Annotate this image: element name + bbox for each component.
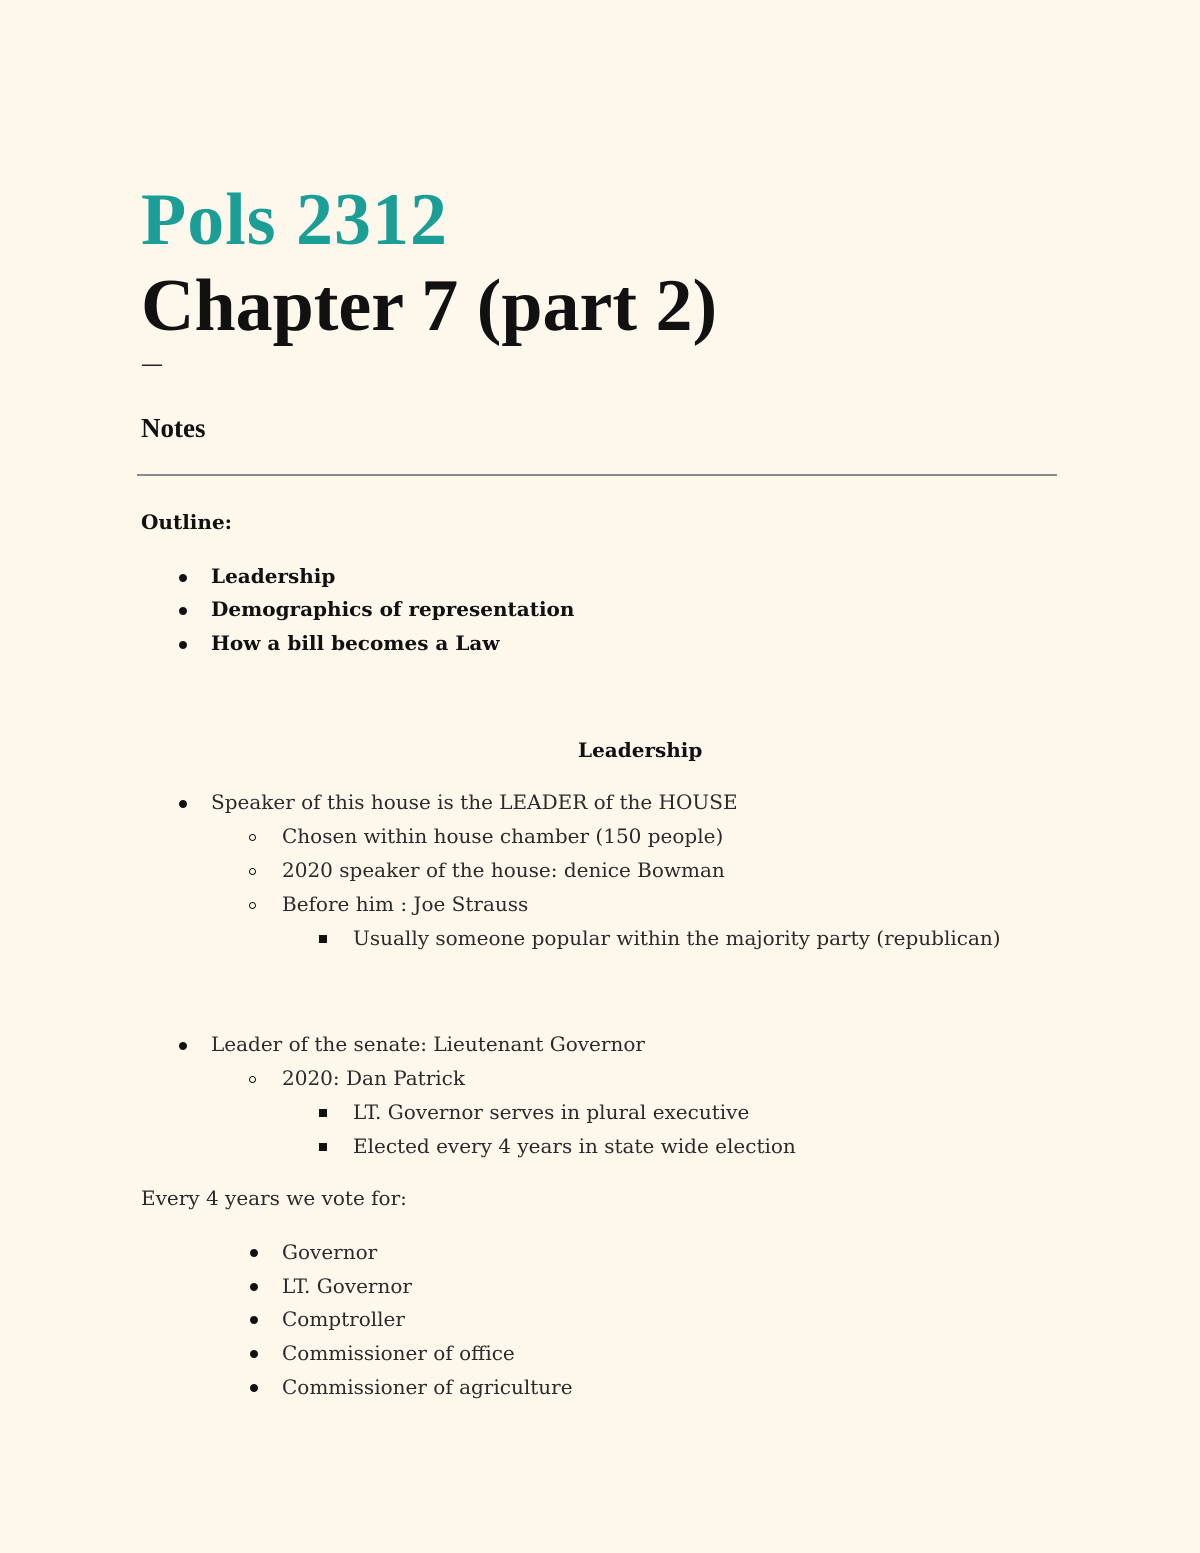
bullet-disc-icon bbox=[179, 574, 187, 582]
bullet-circle-icon bbox=[249, 834, 256, 841]
bullet-disc-icon bbox=[250, 1249, 258, 1257]
vote-item: Governor bbox=[282, 1240, 378, 1264]
bullet-disc-icon bbox=[179, 1042, 187, 1050]
vote-item: LT. Governor bbox=[282, 1274, 412, 1298]
list-subitem: 2020: Dan Patrick bbox=[282, 1066, 465, 1090]
list-subsubitem: Elected every 4 years in state wide election bbox=[353, 1134, 796, 1158]
vote-item: Commissioner of office bbox=[282, 1341, 515, 1365]
bullet-disc-icon bbox=[179, 641, 187, 649]
bullet-disc-icon bbox=[250, 1384, 258, 1392]
bullet-square-icon bbox=[319, 1143, 327, 1151]
list-subitem: Before him : Joe Strauss bbox=[282, 892, 529, 916]
chapter-title: Chapter 7 (part 2) bbox=[141, 265, 718, 347]
course-title: Pols 2312 bbox=[141, 179, 449, 261]
bullet-square-icon bbox=[319, 935, 327, 943]
notes-label: Notes bbox=[141, 413, 206, 443]
list-item: Leader of the senate: Lieutenant Governor bbox=[211, 1032, 645, 1056]
horizontal-rule bbox=[137, 474, 1057, 476]
bullet-circle-icon bbox=[249, 902, 256, 909]
outline-item: Demographics of representation bbox=[211, 597, 575, 621]
vote-item: Commissioner of agriculture bbox=[282, 1375, 573, 1399]
section-heading-leadership: Leadership bbox=[578, 738, 703, 762]
bullet-circle-icon bbox=[249, 868, 256, 875]
bullet-disc-icon bbox=[250, 1350, 258, 1358]
bullet-circle-icon bbox=[249, 1076, 256, 1083]
bullet-square-icon bbox=[319, 1109, 327, 1117]
bullet-disc-icon bbox=[250, 1283, 258, 1291]
outline-label: Outline: bbox=[141, 510, 233, 534]
bullet-disc-icon bbox=[250, 1316, 258, 1324]
bullet-disc-icon bbox=[179, 607, 187, 615]
list-item: Speaker of this house is the LEADER of the HOUSE bbox=[211, 790, 738, 814]
vote-intro: Every 4 years we vote for: bbox=[141, 1186, 407, 1210]
outline-item: How a bill becomes a Law bbox=[211, 631, 500, 655]
outline-item: Leadership bbox=[211, 564, 336, 588]
list-subitem: 2020 speaker of the house: denice Bowman bbox=[282, 858, 725, 882]
list-subsubitem: LT. Governor serves in plural executive bbox=[353, 1100, 750, 1124]
bullet-disc-icon bbox=[179, 800, 187, 808]
list-subsubitem: Usually someone popular within the majority party (republican) bbox=[353, 926, 1001, 950]
vote-item: Comptroller bbox=[282, 1307, 405, 1331]
title-dash: — bbox=[141, 352, 163, 377]
list-subitem: Chosen within house chamber (150 people) bbox=[282, 824, 724, 848]
